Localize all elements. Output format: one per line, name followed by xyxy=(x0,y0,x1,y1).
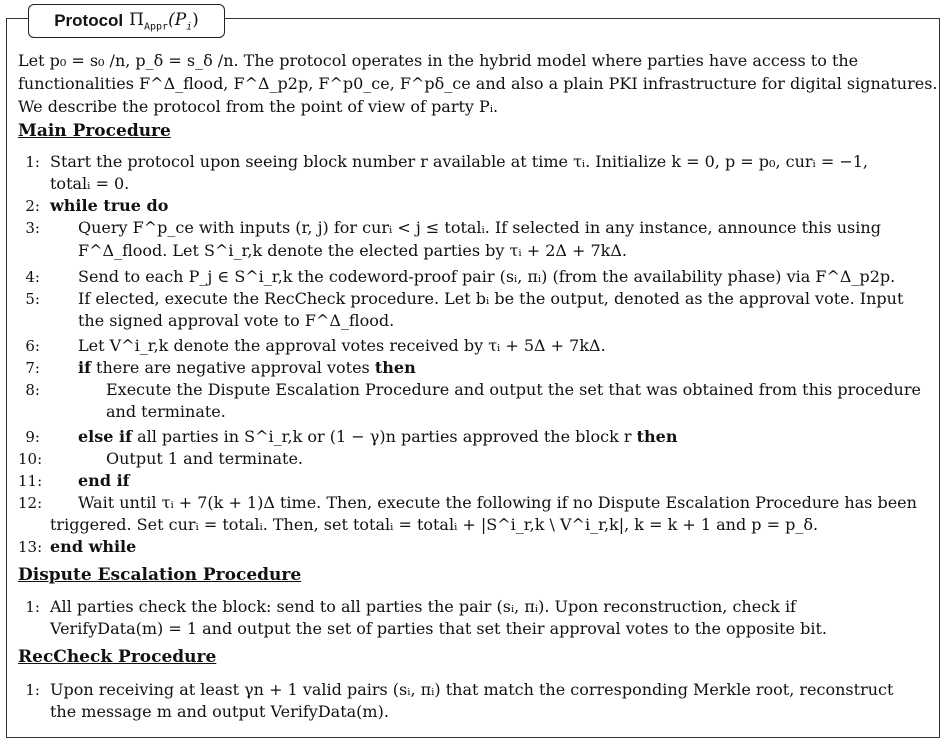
title-symbol: $\Pi_{Appr}(P_i)$ xyxy=(129,9,199,33)
main-line-text: Send to each P_j ∈ S^i_r,k the codeword-proof pair (sᵢ, πᵢ) (from the availability phase) via F^Δ_p2p. xyxy=(78,267,896,286)
main-line-text: If elected, execute the RecCheck procedure. Let bᵢ be the output, denoted as the approval vote. Input xyxy=(78,289,904,308)
main-line-number: 5: xyxy=(25,290,40,308)
intro-line-3: We describe the protocol from the point of view of party Pᵢ. xyxy=(18,97,499,116)
main-line-text: and terminate. xyxy=(106,402,226,421)
intro-line-2: functionalities F^Δ_flood, F^Δ_p2p, F^p0_ce, F^pδ_ce and also a plain PKI infrastructure for digital signatures. xyxy=(18,74,938,93)
dispute-procedure-heading: Dispute Escalation Procedure xyxy=(18,565,302,585)
main-line-text: else if all parties in S^i_r,k or (1 − γ)n parties approved the block r then xyxy=(78,427,678,446)
main-line-text: Query F^p_ce with inputs (r, j) for curᵢ < j ≤ totalᵢ. If selected in any instance, announce this using xyxy=(78,218,881,237)
main-line-number: 6: xyxy=(25,337,40,355)
main-line-number: 12: xyxy=(18,494,43,512)
reccheck-line-text: the message m and output VerifyData(m). xyxy=(50,702,389,721)
main-line-text: Output 1 and terminate. xyxy=(106,449,304,468)
main-line-text: the signed approval vote to F^Δ_flood. xyxy=(78,311,395,330)
main-line-number: 11: xyxy=(18,472,43,490)
main-line-text: F^Δ_flood. Let S^i_r,k denote the elected parties by τᵢ + 2Δ + 7kΔ. xyxy=(78,241,628,260)
main-line-number: 3: xyxy=(25,219,40,237)
reccheck-procedure-heading: RecCheck Procedure xyxy=(18,647,217,667)
main-procedure-heading: Main Procedure xyxy=(18,121,171,141)
intro-line-1: Let p₀ = s₀ /n, p_δ = s_δ /n. The protocol operates in the hybrid model where parties have access to the xyxy=(18,51,859,70)
main-line-number: 7: xyxy=(25,359,40,377)
main-line-text: totalᵢ = 0. xyxy=(50,174,130,193)
main-line-number: 10: xyxy=(18,450,43,468)
dispute-line-text: All parties check the block: send to all parties the pair (sᵢ, πᵢ). Upon reconstruction, check if xyxy=(50,597,796,616)
main-line-number: 4: xyxy=(25,268,40,286)
main-line-text: if there are negative approval votes then xyxy=(78,358,416,377)
protocol-title xyxy=(28,4,225,38)
main-line-text: Start the protocol upon seeing block number r available at time τᵢ. Initialize k = 0, p = p₀, curᵢ = −1, xyxy=(50,152,869,171)
reccheck-line-text: Upon receiving at least γn + 1 valid pairs (sᵢ, πᵢ) that match the corresponding Merkle root, reconstruct xyxy=(50,680,894,699)
main-line-text: while true do xyxy=(50,196,169,215)
main-line-number: 2: xyxy=(25,197,40,215)
main-line-text: Let V^i_r,k denote the approval votes received by τᵢ + 5Δ + 7kΔ. xyxy=(78,336,606,355)
main-line-text: end while xyxy=(50,537,137,556)
main-line-number: 8: xyxy=(25,381,40,399)
main-line-text: end if xyxy=(78,471,130,490)
dispute-line-number: 1: xyxy=(25,598,40,616)
main-line-text: Execute the Dispute Escalation Procedure and output the set that was obtained from this procedure xyxy=(106,380,921,399)
main-line-number: 1: xyxy=(25,153,40,171)
main-line-number: 9: xyxy=(25,428,40,446)
main-line-number: 13: xyxy=(18,538,43,556)
reccheck-line-number: 1: xyxy=(25,681,40,699)
dispute-line-text: VerifyData(m) = 1 and output the set of parties that set their approval votes to the opposite bit. xyxy=(50,619,827,638)
main-line-text: triggered. Set curᵢ = totalᵢ. Then, set totalᵢ = totalᵢ + |S^i_r,k \ V^i_r,k|, k = k + 1 and p = p_δ. xyxy=(50,515,819,534)
title-label: Protocol xyxy=(54,11,124,30)
main-line-text: Wait until τᵢ + 7(k + 1)Δ time. Then, execute the following if no Dispute Escalation Procedure has been xyxy=(78,493,917,512)
